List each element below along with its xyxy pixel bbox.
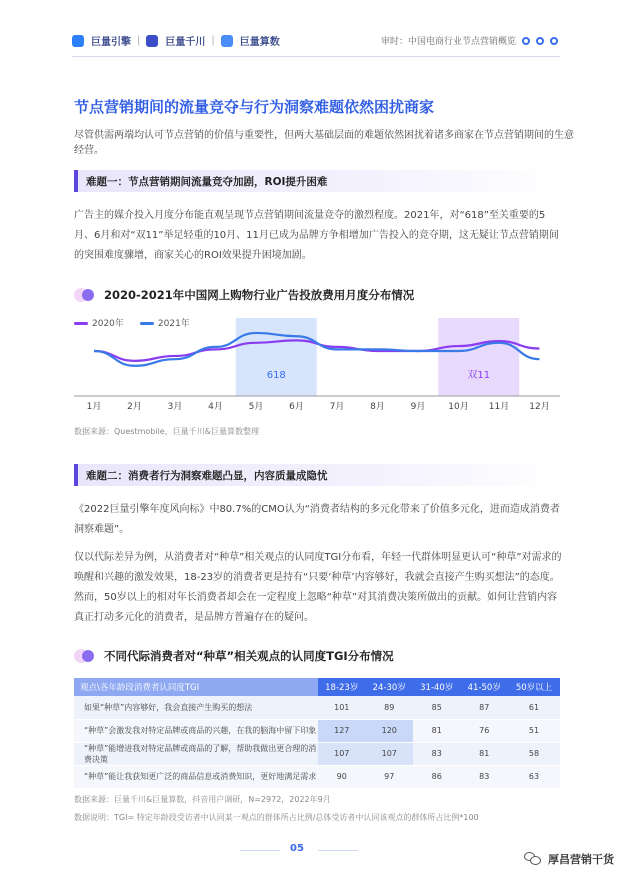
- tgi-table: [74, 678, 560, 789]
- chart-source: 数据来源：Questmobile，巨量千川&巨量算数整理: [74, 427, 259, 436]
- section-heading-2-label: 难题二：消费者行为洞察难题凸显，内容质量成隐忧: [86, 470, 328, 482]
- table-source: 数据来源：巨量千川&巨量算数，抖音用户调研，N=2972，2022年9月: [74, 795, 331, 804]
- x-tick-label: 8月: [370, 402, 385, 412]
- x-tick-label: 3月: [167, 402, 183, 412]
- dot-icon: [550, 37, 558, 45]
- row-label: “种草”能增进我对特定品牌或商品的了解，帮助我做出更合理的消费决策: [74, 742, 318, 765]
- wechat-icon: [524, 852, 542, 866]
- bubble-icon: [74, 288, 96, 302]
- row-label: 如果“种草”内容够好，我会直接产生购买的想法: [74, 696, 318, 719]
- table-cell: 83: [413, 742, 461, 765]
- table-title: [74, 648, 394, 664]
- row-label: “种草”会激发我对特定品牌或商品的兴趣，在我的脑海中留下印象: [74, 719, 318, 742]
- table-cell: 86: [413, 765, 461, 788]
- table-row: [74, 742, 560, 765]
- page-title: 节点营销期间的流量竞夺与行为洞察难题依然困扰商家: [74, 98, 435, 116]
- logo-text-3: 巨量算数: [239, 37, 280, 48]
- section-1-paragraph: 广告主的媒介投入月度分布能直观呈现节点营销期间流量竞夺的激烈程度。2021年，对“618”至关重要的5月、6月和对“双11”举足轻重的10月、11月已成为品牌方争相增加广告投入的竞夺期，这无疑让节点营销期间的突围难度骤增，商家关心的ROI效果提升困境加剧。: [74, 210, 559, 261]
- x-tick-label: 2月: [127, 402, 142, 412]
- highlight-band-0: [236, 318, 317, 396]
- table-header-cell: 41-50岁: [461, 678, 509, 696]
- table-header-row: [74, 678, 560, 696]
- x-tick-label: 9月: [410, 402, 426, 412]
- page-header: [0, 0, 632, 76]
- x-tick-label: 1月: [86, 402, 102, 412]
- table-cell-highlight: 127: [318, 719, 366, 742]
- table-header-cell: 24-30岁: [366, 678, 414, 696]
- header-subtitle: 审时：中国电商行业节点营销概览: [380, 37, 516, 47]
- wechat-account-name: 厚昌营销干货: [548, 853, 614, 866]
- chart-title: [74, 287, 414, 303]
- qianchuan-logo-icon: [146, 35, 158, 47]
- table-header-cell: 50岁以上: [508, 678, 560, 696]
- table-cell: 85: [413, 696, 461, 719]
- x-tick-label: 11月: [488, 402, 510, 412]
- section-heading-1: [74, 170, 560, 192]
- table-header-cell: 观点\各年龄段消费者认同度TGI: [74, 678, 318, 696]
- intro-text: 尽管供需两端均认可节点营销的价值与重要性，但两大基础层面的难题依然困扰着诸多商家在节点营销期间的生意经营。: [74, 130, 574, 156]
- table-cell-highlight: 107: [318, 742, 366, 765]
- logo-text-1: 巨量引擎: [91, 37, 131, 48]
- table-cell: 90: [318, 765, 366, 788]
- legend-label: 2020年: [92, 319, 124, 329]
- x-tick-label: 5月: [248, 402, 264, 412]
- table-cell: 81: [461, 742, 509, 765]
- section-2-paragraph-1: 《2022巨量引擎年度风向标》中80.7%的CMO认为“消费者结构的多元化带来了价值多元化，进而造成消费者洞察难题”。: [74, 504, 560, 535]
- highlight-label: 618: [266, 370, 286, 381]
- logo-text-2: 巨量千川: [165, 37, 206, 48]
- row-label: “种草”能让我获知更广泛的商品信息或消费知识，更好地满足需求: [74, 765, 318, 788]
- table-cell: 83: [461, 765, 509, 788]
- table-cell: 61: [508, 696, 560, 719]
- table-cell: 51: [508, 719, 560, 742]
- table-cell: 97: [366, 765, 414, 788]
- x-tick-label: 10月: [448, 402, 469, 412]
- header-subtitle-group: [381, 34, 558, 47]
- section-heading-2: [74, 464, 560, 486]
- table-header-cell: 18-23岁: [318, 678, 366, 696]
- line-chart: [74, 310, 560, 416]
- legend-label: 2021年: [157, 319, 190, 329]
- table-row: [74, 696, 560, 719]
- table-header-cell: 31-40岁: [413, 678, 461, 696]
- footer-divider-left: [240, 850, 280, 851]
- chart-title-text: 2020-2021年中国网上购物行业广告投放费用月度分布情况: [104, 288, 415, 302]
- table-cell-highlight: 107: [366, 742, 414, 765]
- x-tick-label: 12月: [529, 402, 550, 412]
- table-cell: 58: [508, 742, 560, 765]
- suanshu-logo-icon: [221, 35, 233, 47]
- x-tick-label: 7月: [329, 402, 345, 412]
- table-row: [74, 765, 560, 788]
- table-cell: 89: [366, 696, 414, 719]
- header-divider: [72, 56, 560, 57]
- table-cell: 63: [508, 765, 560, 788]
- section-2-paragraph-2: 仅以代际差异为例，从消费者对“种草”相关观点的认同度TGI分布看，年轻一代群体明显更认可“种草”对需求的唤醒和兴趣的激发效果，18-23岁的消费者更是持有“只要‘种草’内容够好，我就会直接产生购买想法”的态度。然而，50岁以上的相对年长消费者却会在一定程度上忽略“种草”对其消费决策所做出的贡献。如何让营销内容真正打动多元化的消费者，是品牌方普遍存在的疑问。: [74, 552, 562, 623]
- footer-divider-right: [318, 850, 358, 851]
- table-cell: 101: [318, 696, 366, 719]
- brand-logos: 巨量引擎 | 巨量千川 | 巨量算数: [72, 33, 280, 48]
- bubble-icon: [74, 649, 96, 663]
- x-tick-label: 6月: [289, 402, 304, 412]
- page-number: 05: [290, 843, 304, 854]
- table-note: 数据说明：TGI= 特定年龄段受访者中认同某一观点的群体所占比例/总体受访者中认同该观点的群体所占比例*100: [74, 813, 479, 822]
- table-row: [74, 719, 560, 742]
- table-cell: 76: [461, 719, 509, 742]
- section-heading-1-label: 难题一：节点营销期间流量竞夺加剧，ROI提升困难: [86, 176, 328, 188]
- dot-icon: [522, 37, 530, 45]
- juliang-engine-logo-icon: [72, 35, 84, 47]
- table-cell-highlight: 120: [366, 719, 414, 742]
- highlight-band-1: [438, 318, 519, 396]
- x-tick-label: 4月: [208, 402, 223, 412]
- dot-icon: [536, 37, 544, 45]
- table-title-text: 不同代际消费者对“种草”相关观点的认同度TGI分布情况: [104, 649, 394, 663]
- table-cell: 87: [461, 696, 509, 719]
- highlight-label: 双11: [467, 370, 491, 381]
- wechat-watermark: [524, 851, 614, 867]
- table-cell: 81: [413, 719, 461, 742]
